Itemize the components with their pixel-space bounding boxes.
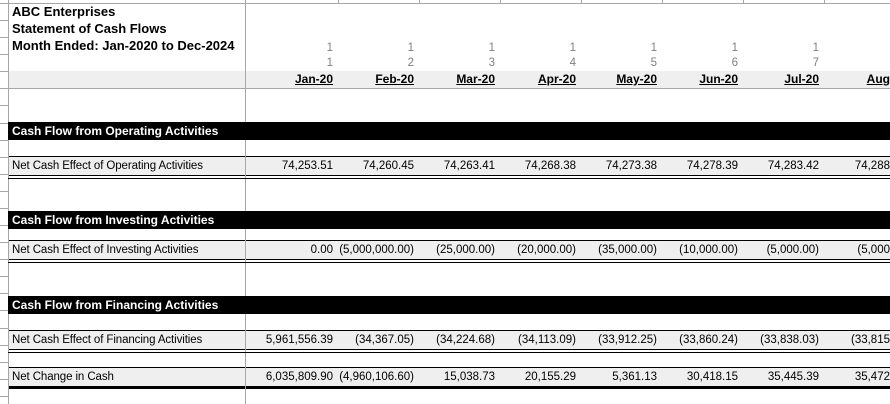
report-title-cell[interactable]: Statement of Cash Flows bbox=[12, 21, 167, 36]
month-header-row bbox=[8, 71, 890, 89]
value-financing-may-20[interactable]: (33,912.25) bbox=[598, 334, 657, 346]
row-gridline-stub bbox=[0, 88, 8, 89]
index-bottom-cell-mar-20[interactable]: 3 bbox=[488, 57, 495, 69]
row-gridline-stub bbox=[0, 259, 8, 260]
month-header-mar-20[interactable]: Mar-20 bbox=[456, 72, 495, 86]
double-underline-financing bbox=[8, 352, 890, 353]
value-investing-feb-20[interactable]: (5,000,000.00) bbox=[339, 244, 414, 256]
index-top-cell-jul-20[interactable]: 1 bbox=[812, 42, 819, 54]
value-net-change-mar-20[interactable]: 15,038.73 bbox=[443, 371, 495, 383]
month-header-feb-20[interactable]: Feb-20 bbox=[375, 72, 414, 86]
financing-net-row bbox=[8, 330, 890, 350]
section-header-operating-label: Cash Flow from Operating Activities bbox=[12, 124, 219, 138]
value-net-change-jul-20[interactable]: 35,445.39 bbox=[767, 371, 819, 383]
month-header-may-20[interactable]: May-20 bbox=[616, 72, 657, 86]
row-gridline-stub bbox=[0, 71, 8, 72]
index-top-cell-jun-20[interactable]: 1 bbox=[731, 42, 738, 54]
row-gridline-stub bbox=[0, 208, 8, 209]
section-header-financing-label: Cash Flow from Financing Activities bbox=[12, 298, 219, 312]
row-label-financing[interactable]: Net Cash Effect of Financing Activities bbox=[12, 334, 203, 346]
column-gridline-stub bbox=[338, 0, 339, 3]
row-gridline-stub bbox=[0, 54, 8, 55]
investing-net-row bbox=[8, 240, 890, 260]
row-gridline-stub bbox=[0, 140, 8, 141]
row-gridline-stub bbox=[0, 123, 8, 124]
value-investing-aug[interactable]: (5,000 bbox=[857, 244, 890, 256]
value-investing-mar-20[interactable]: (25,000.00) bbox=[436, 244, 495, 256]
index-bottom-cell-jun-20[interactable]: 6 bbox=[731, 57, 738, 69]
row-gridline-stub bbox=[0, 191, 8, 192]
value-operating-aug[interactable]: 74,288 bbox=[854, 160, 890, 172]
month-header-spacer bbox=[8, 71, 245, 88]
index-top-cell-apr-20[interactable]: 1 bbox=[569, 42, 576, 54]
row-gridline-stub bbox=[0, 310, 8, 311]
value-investing-may-20[interactable]: (35,000.00) bbox=[598, 244, 657, 256]
index-bottom-cell-jul-20[interactable]: 7 bbox=[812, 57, 819, 69]
value-investing-jul-20[interactable]: (5,000.00) bbox=[766, 244, 819, 256]
value-operating-feb-20[interactable]: 74,260.45 bbox=[362, 160, 414, 172]
row-label-operating[interactable]: Net Cash Effect of Operating Activities bbox=[12, 160, 203, 172]
column-gridline-stub bbox=[419, 0, 420, 3]
report-period-cell[interactable]: Month Ended: Jan-2020 to Dec-2024 bbox=[12, 38, 235, 53]
value-net-change-jun-20[interactable]: 30,418.15 bbox=[686, 371, 738, 383]
value-net-change-jan-20[interactable]: 6,035,809.90 bbox=[265, 371, 333, 383]
month-header-apr-20[interactable]: Apr-20 bbox=[537, 72, 576, 86]
company-name-cell[interactable]: ABC Enterprises bbox=[12, 4, 116, 19]
section-header-investing-label: Cash Flow from Investing Activities bbox=[12, 213, 215, 227]
row-gridline-stub bbox=[0, 37, 8, 38]
row-gridline-stub bbox=[0, 242, 8, 243]
row-gridline-stub bbox=[0, 396, 8, 397]
column-gridline-stub bbox=[824, 0, 825, 3]
value-operating-apr-20[interactable]: 74,268.38 bbox=[524, 160, 576, 172]
row-gridline-stub bbox=[0, 225, 8, 226]
row-gridline-stub bbox=[0, 276, 8, 277]
value-net-change-may-20[interactable]: 5,361.13 bbox=[612, 371, 657, 383]
double-underline-investing bbox=[8, 262, 890, 263]
row-gridline-stub bbox=[0, 379, 8, 380]
row-gridline-stub bbox=[0, 157, 8, 158]
value-investing-jan-20[interactable]: 0.00 bbox=[310, 244, 333, 256]
value-financing-aug[interactable]: (33,815 bbox=[850, 334, 890, 346]
column-gridline-stub bbox=[743, 0, 744, 3]
value-operating-may-20[interactable]: 74,273.38 bbox=[605, 160, 657, 172]
value-financing-jan-20[interactable]: 5,961,556.39 bbox=[265, 334, 333, 346]
row-label-investing[interactable]: Net Cash Effect of Investing Activities bbox=[12, 244, 199, 256]
value-net-change-feb-20[interactable]: (4,960,106.60) bbox=[339, 371, 414, 383]
value-financing-feb-20[interactable]: (34,367.05) bbox=[355, 334, 414, 346]
row-gridline-stub bbox=[0, 174, 8, 175]
value-operating-jul-20[interactable]: 74,283.42 bbox=[767, 160, 819, 172]
net-change-row bbox=[8, 367, 890, 389]
section-header-operating[interactable] bbox=[8, 122, 890, 140]
index-bottom-cell-apr-20[interactable]: 4 bbox=[569, 57, 576, 69]
column-gridline-stub bbox=[662, 0, 663, 3]
value-financing-mar-20[interactable]: (34,224.68) bbox=[436, 334, 495, 346]
row-gridline-stub bbox=[0, 362, 8, 363]
row-gridline-stub bbox=[0, 105, 8, 106]
index-bottom-cell-jan-20[interactable]: 1 bbox=[326, 57, 333, 69]
double-underline-operating bbox=[8, 178, 890, 179]
month-header-jan-20[interactable]: Jan-20 bbox=[294, 72, 333, 86]
value-operating-jun-20[interactable]: 74,278.39 bbox=[686, 160, 738, 172]
value-operating-mar-20[interactable]: 74,263.41 bbox=[443, 160, 495, 172]
column-gridline-stub bbox=[581, 0, 582, 3]
section-header-investing[interactable] bbox=[8, 211, 890, 229]
value-financing-jul-20[interactable]: (33,838.03) bbox=[760, 334, 819, 346]
index-bottom-cell-may-20[interactable]: 5 bbox=[650, 57, 657, 69]
index-top-cell-may-20[interactable]: 1 bbox=[650, 42, 657, 54]
row-gridline-stub bbox=[0, 293, 8, 294]
value-financing-jun-20[interactable]: (33,860.24) bbox=[679, 334, 738, 346]
row-gridline-stub bbox=[0, 20, 8, 21]
column-index-row-bottom bbox=[8, 56, 890, 71]
value-operating-jan-20[interactable]: 74,253.51 bbox=[281, 160, 333, 172]
value-investing-apr-20[interactable]: (20,000.00) bbox=[517, 244, 576, 256]
value-net-change-aug[interactable]: 35,472 bbox=[854, 371, 890, 383]
index-top-cell-jan-20[interactable]: 1 bbox=[326, 42, 333, 54]
value-financing-apr-20[interactable]: (34,113.09) bbox=[518, 334, 576, 346]
index-top-cell-feb-20[interactable]: 1 bbox=[407, 42, 414, 54]
column-gridline-stub bbox=[500, 0, 501, 3]
index-bottom-cell-feb-20[interactable]: 2 bbox=[407, 57, 414, 69]
row-gridline-stub bbox=[0, 328, 8, 329]
index-top-cell-aug[interactable] bbox=[824, 41, 890, 56]
index-bottom-cell-aug[interactable] bbox=[824, 56, 890, 71]
gridline-label-column-separator bbox=[245, 3, 246, 404]
index-top-cell-mar-20[interactable]: 1 bbox=[488, 42, 495, 54]
column-gridline-stub bbox=[245, 0, 246, 3]
value-net-change-apr-20[interactable]: 20,155.29 bbox=[524, 371, 576, 383]
gridline-left-margin-column bbox=[8, 0, 9, 404]
month-header-aug[interactable]: Aug bbox=[866, 72, 890, 86]
gridline-top bbox=[0, 3, 890, 4]
index-row-spacer bbox=[8, 56, 245, 71]
row-label-net-change[interactable]: Net Change in Cash bbox=[12, 371, 114, 383]
month-header-jul-20[interactable]: Jul-20 bbox=[784, 72, 819, 86]
operating-net-row bbox=[8, 156, 890, 176]
row-gridline-stub bbox=[0, 345, 8, 346]
section-header-financing[interactable] bbox=[8, 296, 890, 314]
month-header-jun-20[interactable]: Jun-20 bbox=[699, 72, 738, 86]
value-investing-jun-20[interactable]: (10,000.00) bbox=[679, 244, 738, 256]
